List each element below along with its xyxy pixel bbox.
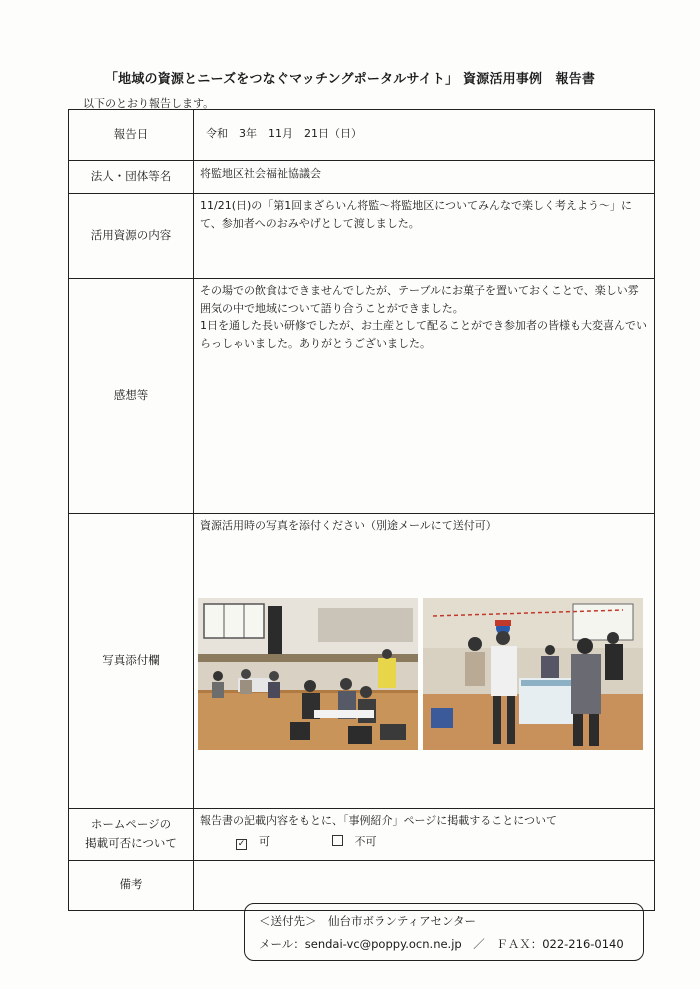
organization-label: 法人・団体等名	[69, 161, 194, 194]
organization-value: 将監地区社会福祉協議会	[194, 161, 655, 194]
photos-instruction: 資源活用時の写真を添付ください（別途メールにて送付可）	[200, 519, 497, 532]
publish-yes-checkbox[interactable]: ✓	[237, 839, 246, 850]
report-form	[68, 109, 655, 911]
resource-label: 活用資源の内容	[69, 194, 194, 279]
homepage-label	[69, 808, 194, 860]
homepage-label-line-2: 掲載可否について	[85, 836, 177, 851]
publish-no-checkbox[interactable]	[332, 835, 343, 846]
homepage-cell	[194, 808, 655, 860]
send-to-box	[244, 903, 644, 961]
report-date-value: 令和 3年 11月 21日（日）	[194, 110, 655, 161]
homepage-text: 報告書の記載内容をもとに、「事例紹介」ページに掲載することについて	[200, 813, 558, 827]
impressions-line-2: 1日を通した長い研修でしたが、お土産として配ることができ参加者の皆様も大変喜んでいらっしゃいました。ありがとうございました。	[200, 319, 647, 350]
impressions-line-1: その場での飲食はできませんでしたが、テーブルにお菓子を置いておくことで、楽しい雰囲気の中で地域について語り合うことができました。	[200, 284, 639, 315]
resource-value: 11/21(日)の「第1回まざらいん将監～将監地区についてみんなで楽しく考えよう～」にて、参加者へのおみやげとして渡しました。	[194, 194, 655, 279]
publish-no-label: 不可	[354, 835, 377, 849]
event-photo-2	[423, 598, 643, 750]
publish-yes-label: 可	[259, 835, 270, 849]
photos-label: 写真添付欄	[69, 514, 194, 809]
document-title: 「地域の資源とニーズをつなぐマッチングポータルサイト」 資源活用事例 報告書	[104, 72, 596, 87]
impressions-value	[194, 279, 655, 514]
publish-yes-option[interactable]	[236, 833, 270, 850]
contact-line: メール：sendai-vc@poppy.ocn.ne.jp ／ ＦＡＸ：022-216-0140	[259, 937, 624, 951]
photos-cell	[194, 514, 655, 809]
intro-text: 以下のとおり報告します。	[83, 97, 215, 110]
remarks-label: 備考	[69, 860, 194, 910]
report-date-label: 報告日	[69, 110, 194, 161]
publish-no-option[interactable]	[332, 833, 377, 849]
event-photo-1	[198, 598, 418, 750]
impressions-label: 感想等	[69, 279, 194, 514]
homepage-label-line-1: ホームページの	[90, 816, 172, 831]
send-to-line: ＜送付先＞ 仙台市ボランティアセンター	[259, 914, 477, 928]
